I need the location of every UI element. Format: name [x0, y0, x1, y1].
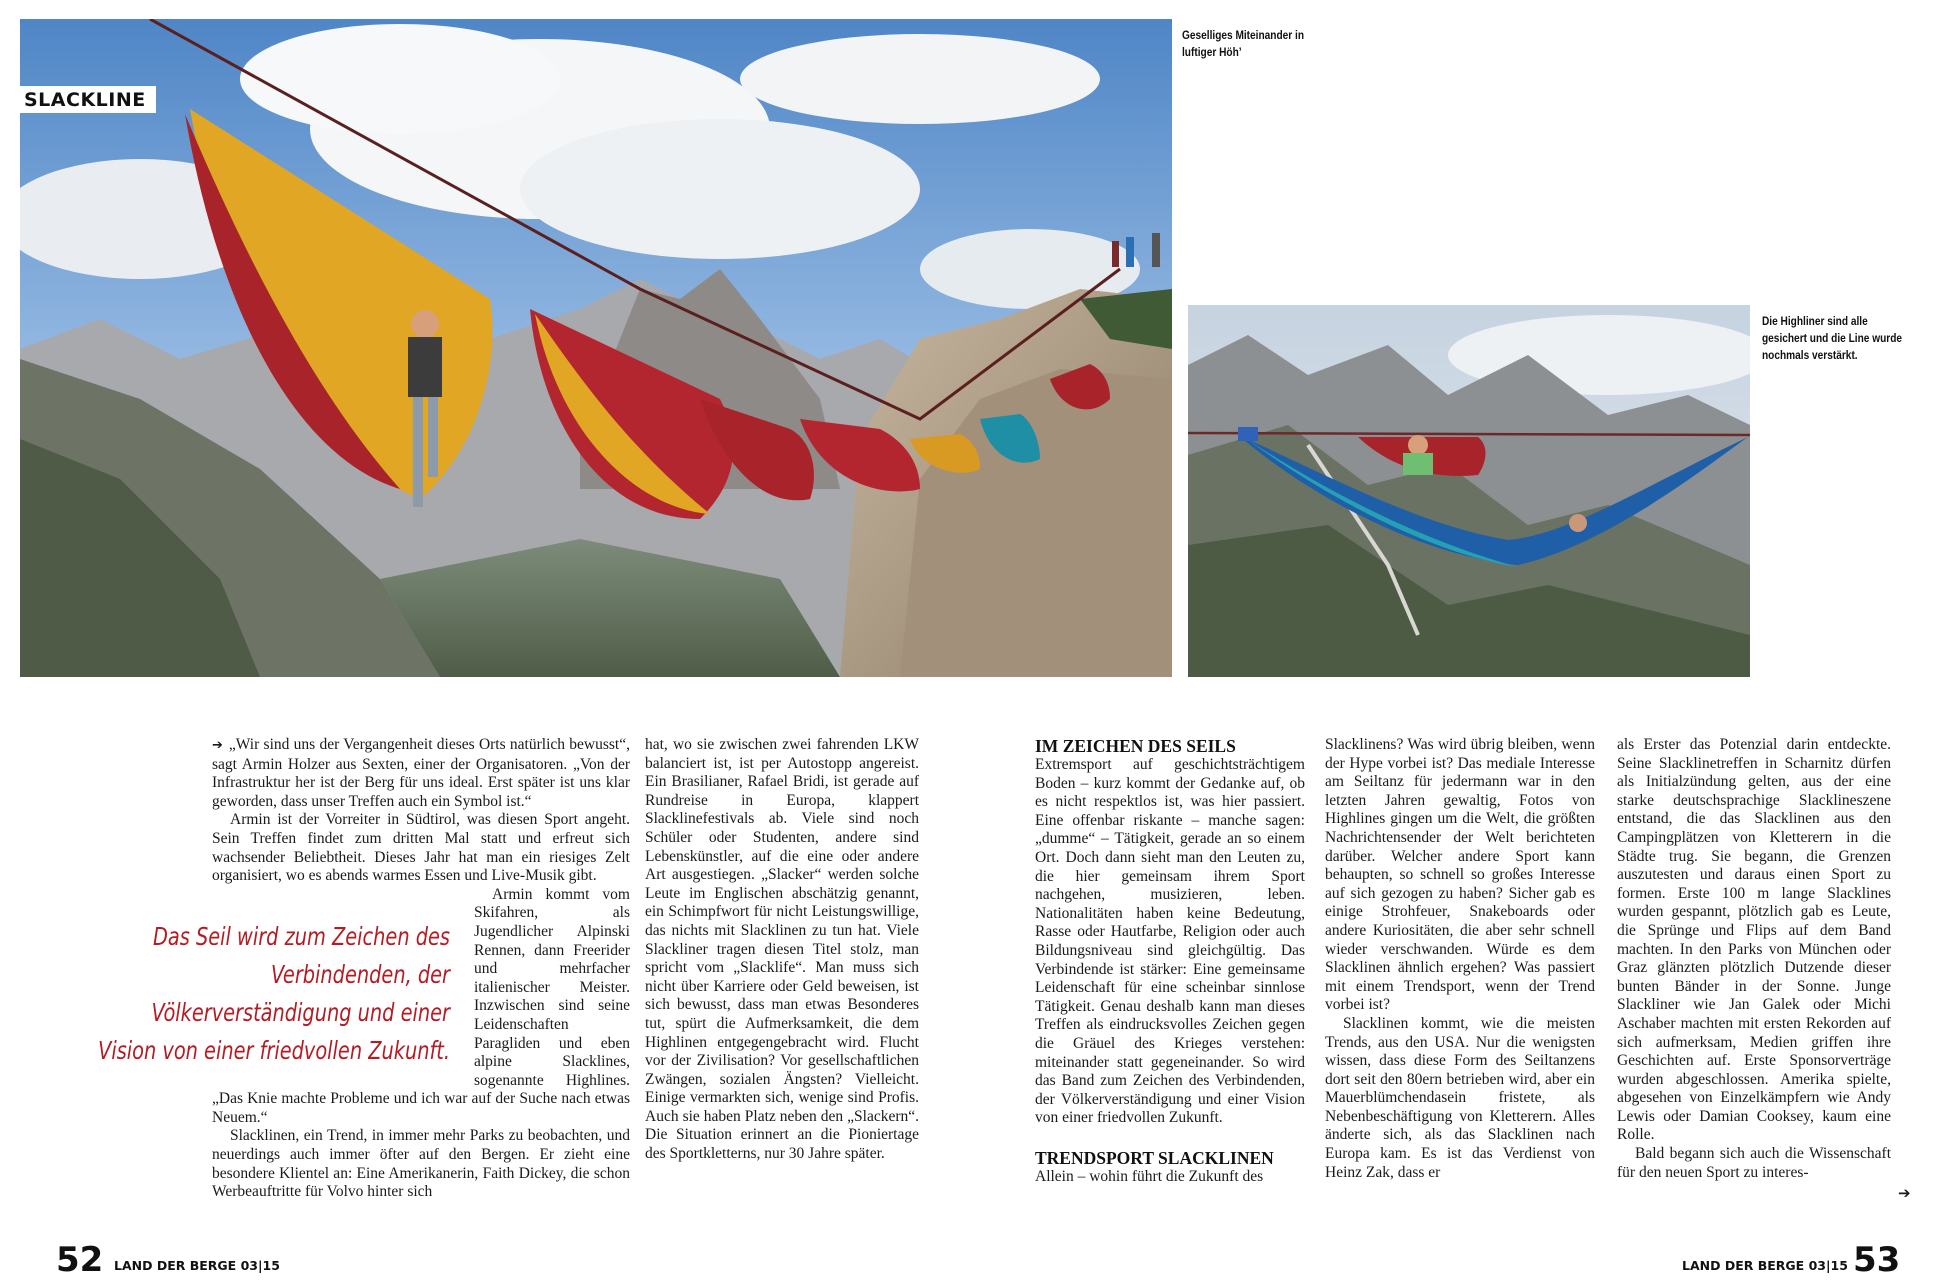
paragraph: Armin kommt vom Skifahren, als Jugendlicher Alpinski Rennen, dann Freerider und mehrfacher italienischer Meister. Inzwischen sind seine Leidenschaften Paragliden und eben alpine Slacklines, sogenannte Highlines. „Das Knie machte Probleme und ich war auf der Suche nach etwas Neuem.“ — [212, 885, 630, 1126]
paragraph: Extremsport auf geschichtsträchtigem Boden – kurz kommt der Gedanke auf, ob es nicht respektlos ist, was hier passiert. Eine offenbar riskante – manche sagen: „dumme“ – Tätigkeit, gerade an so einem Ort. Doch dann sieht man den Leuten zu, die hier gemeinsam ihrem Sport nachgehen, musizieren, leben. Nationalitäten haben keine Bedeutung, Rasse oder Hautfarbe, Religion oder auch Bildungsniveau sind gleichgültig. Das Verbindende ist stärker: Eine gemeinsame Leidenschaft für eine scheinbar sinnlose Tätigkeit. Genau deshalb kann man dieses Treffen als eindrucksvolles Zeichen gegen die Gräuel des Krieges verstehen: miteinander statt gegeneinander. So wird das Band zum Zeichen des Verbindenden, der Völkerverständigung und einer Vision von einer friedvollen Zukunft. — [1035, 756, 1305, 1127]
text-column-3 — [1035, 736, 1305, 1186]
arrow-right-icon: ➔ — [212, 738, 223, 753]
paragraph: hat, wo sie zwischen zwei fahrenden LKW balanciert ist, ist per Autostopp angereist. Ein Brasilianer, Rafael Bridi, ist gerade auf Rundreise in Europa, klappert Slacklinefestivals ab. Viele sind noch Schüler oder Studenten, andere sind Lebenskünstler, auf die eine oder andere Art ausgestiegen. „Slacker“ werden solche Leute im Englischen abschätzig genannt, ein Schimpfwort für nicht Leistungswillige, das nichts mit Slacklinen zu tun hat. Viele Slackliner tragen diesen Titel stolz, man spricht vom „Slacklife“. Man muss sich nicht über Karriere oder Geld beweisen, ist sich bewusst, dass man etwas Besonderes tut, spürt die Aufmerksamkeit, die dem Highlinen entgegengebracht wird. Flucht vor der Zivilisation? Vor gesellschaftlichen Zwängen, sozialen Ängsten? Vielleicht. Einige vermarkten sich, wenige sind Profis. Auch sie haben Platz neben den „Slackern“. Die Situation erinnert an die Pioniertage des Sportkletterns, nur 30 Jahre später. — [645, 736, 919, 1163]
magazine-title-right: LAND DER BERGE 03|15 — [1682, 1258, 1848, 1273]
text-column-2 — [645, 736, 919, 1164]
text-column-5 — [1617, 736, 1891, 1182]
paragraph: Slacklinen kommt, wie die meisten Trends, aus den USA. Nur die wenigsten wissen, dass diese Form des Seiltanzens dort seit den 80ern betrieben wird, aber ein Mauerblümchendasein fristete, als Nebenbeschäftigung von Kletterern. Alles änderte sich, als das Slacklinen nach Europa kam. Es ist das Verdienst von Heinz Zak, dass er — [1325, 1014, 1595, 1181]
section-heading: IM ZEICHEN DES SEILS — [1035, 736, 1236, 756]
magazine-title-left: LAND DER BERGE 03|15 — [114, 1258, 280, 1273]
paragraph: Armin ist der Vorreiter in Südtirol, was diesen Sport angeht. Sein Treffen findet zum dritten Mal statt und erfreut sich wachsender Beliebtheit. Dieses Jahr hat man ein riesiges Zelt organisiert, wo es abends warmes Essen und Live-Musik gibt. — [212, 811, 630, 885]
continue-arrow-icon: ➔ — [1898, 1184, 1911, 1202]
page-number-left: 52 — [56, 1240, 104, 1280]
page-number-right: 53 — [1853, 1240, 1901, 1280]
paragraph: Bald begann sich auch die Wissenschaft für den neuen Sport zu interes- — [1617, 1145, 1891, 1181]
side-photo-highliners — [1188, 305, 1750, 677]
caption-main-photo: Geselliges Miteinander in luftiger Höh’ — [1182, 30, 1305, 59]
paragraph: Slacklinen, ein Trend, in immer mehr Parks zu beobachten, und neuerdings auch immer öfter auf den Bergen. Er zieht eine besondere Klientel an: Eine Amerikanerin, Faith Dickey, die schon Werbeauftritte für Volvo hinter sich — [212, 1127, 630, 1201]
paragraph: Allein – wohin führt die Zukunft des — [1035, 1167, 1264, 1185]
text-column-4 — [1325, 736, 1595, 1182]
paragraph: Slacklinens? Was wird übrig bleiben, wenn der Hype vorbei ist? Das mediale Interesse am Seiltanz für jedermann war in den letzten Jahren gewaltig, Fotos von Highlines gingen um die Welt, die größten Nachrichtensender der Welt berichteten darüber. Welcher andere Sport kann behaupten, so schnell so großes Interesse auf sich gezogen zu haben? Sicher gab es einige Strohfeuer, Snakeboards oder andere Kuriositäten, die aber sehr schnell wieder verschwanden. Würde es dem Slacklinen ähnlich ergehen? Was passiert mit einem Trendsport, wenn der Trend vorbei ist? — [1325, 736, 1595, 1014]
caption-side-photo: Die Highliner sind alle gesichert und die Line wurde nochmals verstärkt. — [1762, 316, 1903, 362]
section-label: SLACKLINE — [20, 86, 156, 113]
paragraph-text: „Wir sind uns der Vergangenheit dieses Orts natürlich bewusst“, sagt Armin Holzer aus Sexten, einer der Organisatoren. „Von der Infrastruktur her ist der Berg für uns ideal. Erst später ist uns klar geworden, dass unser Treffen auch ein Symbol ist.“ — [212, 736, 630, 810]
paragraph — [212, 736, 630, 811]
paragraph: als Erster das Potenzial darin entdeckte. Seine Slacklinetreffen in Scharnitz dürfen als Initialzündung gelten, aus der eine starke deutschsprachige Slacklineszene entstand, die das Slacklinen aus den Campingplätzen von Kletterern in die Städte trug. Sie begann, die Grenzen auszutesten und daraus einen Sport zu formen. Erste 100 m lange Slacklines wurden gespannt, plötzlich gab es Leute, die Sprünge und Flips auf dem Band machten. In den Parks von München oder Graz glänzten plötzlich Dutzende dieser bunten Bänder in der Sonne. Junge Slackliner wie Jan Galek oder Michi Aschaber machten mit ersten Rekorden auf sich aufmerksam, Medien griffen ihre Geschichten auf. Erste Sponsorverträge wurden abgeschlossen. Amerika spielte, abgesehen von Einzelkämpfern wie Andy Lewis oder Damian Cooksey, kaum eine Rolle. — [1617, 736, 1891, 1144]
main-photo-hammocks — [20, 19, 1172, 677]
section-heading: TRENDSPORT SLACKLINEN — [1035, 1147, 1274, 1168]
pull-quote: Das Seil wird zum Zeichen des Verbindenden, der Völkerverständigung und einer Vision von einer friedvollen Zukunft. — [98, 922, 451, 1065]
